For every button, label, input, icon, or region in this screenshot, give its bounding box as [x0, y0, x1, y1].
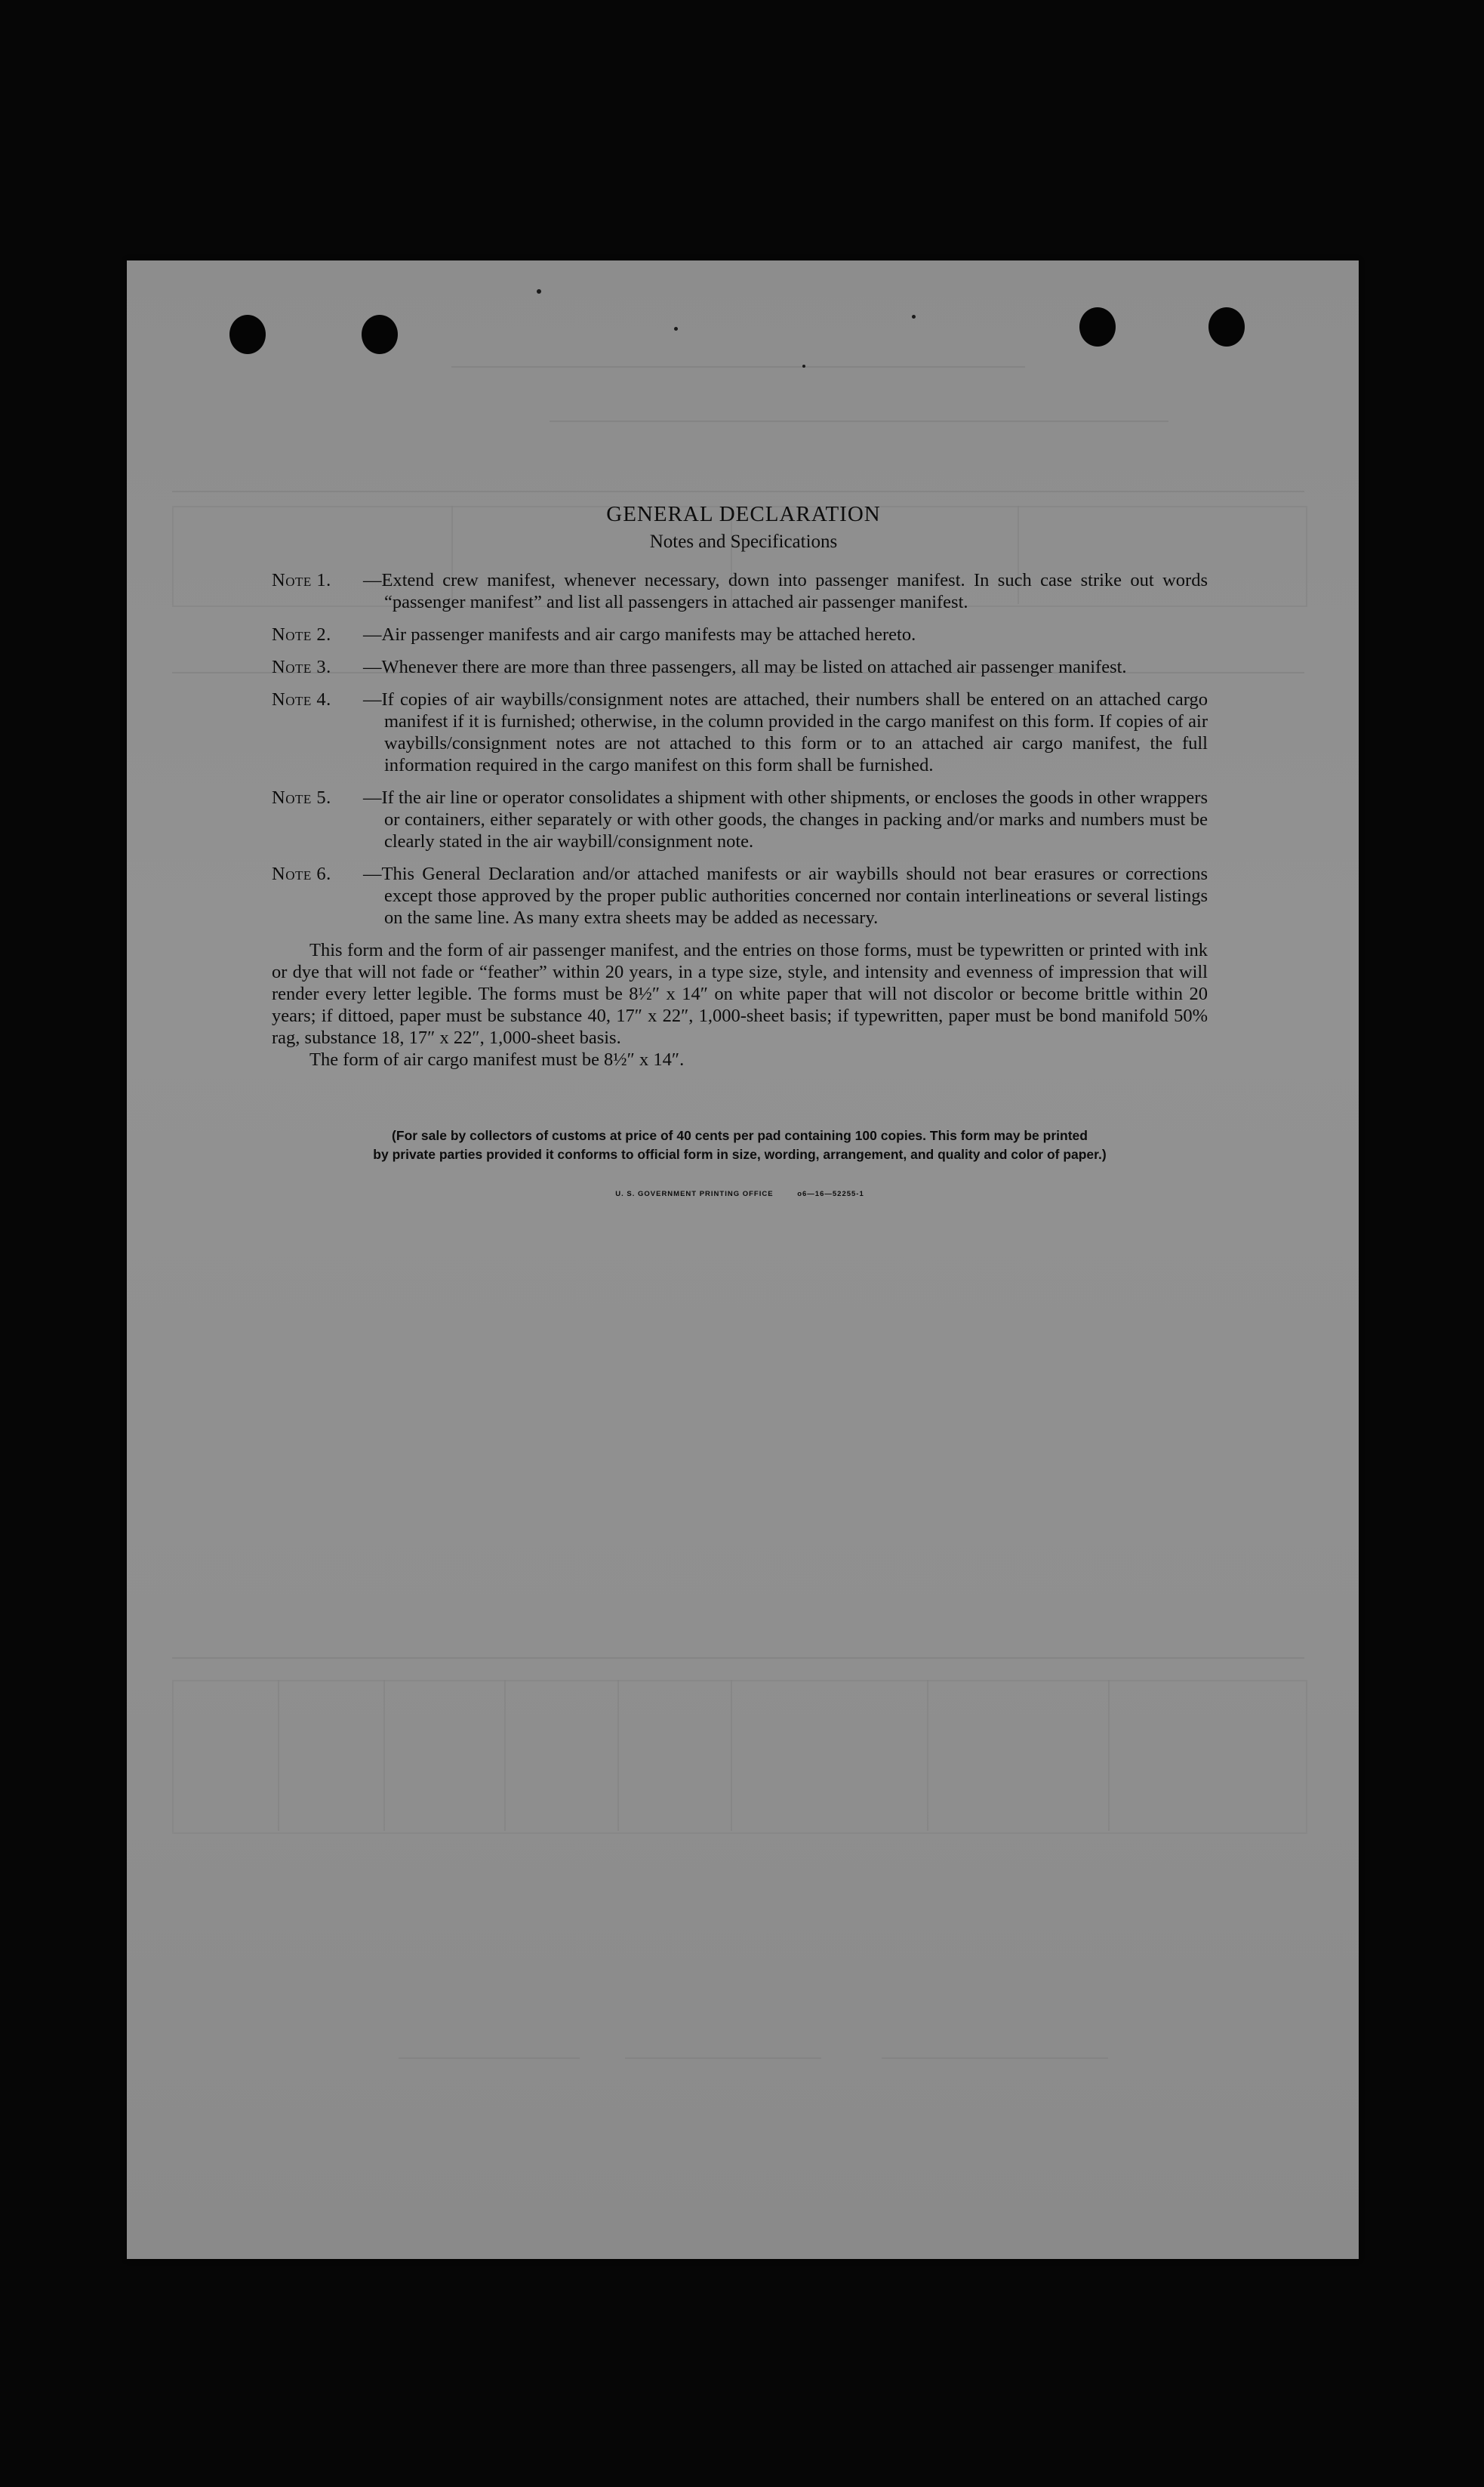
bleed-through-rule: [550, 421, 1168, 422]
bleed-through-column: [1108, 1680, 1110, 1831]
note-label: Note 1.: [272, 570, 331, 590]
sale-notice: [272, 1126, 1208, 1164]
note-1: [272, 569, 1208, 613]
note-5: [272, 787, 1208, 852]
declaration-title: GENERAL DECLARATION: [606, 502, 881, 526]
punch-hole-right-2: [1208, 307, 1245, 347]
punch-hole-left-2: [362, 315, 398, 354]
note-label: Note 3.: [272, 657, 331, 677]
note-4: [272, 689, 1208, 776]
bleed-through-rule: [399, 2057, 580, 2059]
printing-office-code: o6—16—52255-1: [797, 1190, 864, 1198]
ink-speck: [802, 365, 805, 368]
sale-notice-line-1: (For sale by collectors of customs at price of 40 cents per pad containing 100 copies. This form may be printed: [392, 1128, 1088, 1143]
ink-speck: [537, 289, 541, 294]
note-text: —If copies of air waybills/consignment notes are attached, their numbers shall be entered on an attached cargo manifest if it is furnished; otherwise, in the column provided in the cargo manifest on this form. If copies of air waybills/consignment notes are not attached to this form or to an attached air cargo manifest, the full information required in the cargo manifest on this form shall be furnished.: [363, 689, 1208, 775]
paper-specification-paragraph: [272, 939, 1208, 1049]
note-text: —If the air line or operator consolidates a shipment with other shipments, or encloses the goods in other wrappers or containers, either separately or with other goods, the changes in packing and/or marks and numbers must be clearly stated in the air waybill/consignment note.: [363, 787, 1208, 852]
notes-list: [143, 569, 1208, 1198]
note-text: —Air passenger manifests and air cargo manifests may be attached hereto.: [363, 624, 916, 645]
sale-notice-line-2: by private parties provided it conforms to official form in size, wording, arrangement, and quality and color of paper.): [373, 1147, 1107, 1162]
printing-office-imprint: [272, 1190, 1208, 1198]
bleed-through-column: [617, 1680, 619, 1831]
bleed-through-rule: [625, 2057, 821, 2059]
note-2: [272, 624, 1208, 646]
bleed-through-rule: [172, 491, 1304, 492]
note-3: [272, 656, 1208, 678]
note-text: —Whenever there are more than three passengers, all may be listed on attached air passenger manifest.: [363, 657, 1127, 677]
note-text: —This General Declaration and/or attached manifests or air waybills should not bear erasures or corrections except those approved by the proper public authorities concerned nor contain interlineations or several listings on the same line. As many extra sheets may be added as necessary.: [363, 864, 1208, 928]
punch-hole-right-1: [1079, 307, 1116, 347]
declaration-subtitle: Notes and Specifications: [649, 532, 838, 552]
notes-and-specifications: [143, 502, 1208, 1198]
bleed-through-rule: [882, 2057, 1108, 2059]
bleed-through-column: [504, 1680, 506, 1831]
ink-speck: [674, 327, 678, 331]
note-label: Note 4.: [272, 689, 331, 710]
paper-specification-text: This form and the form of air passenger manifest, and the entries on those forms, must be typewritten or printed with ink or dye that will not fade or “feather” within 20 years, in a type size, style, and intensity and evenness of impression that will render every letter legible. The forms must be 8½″ x 14″ on white paper that will not discolor or become brittle within 20 years; if dittoed, paper must be substance 40, 17″ x 22″, 1,000-sheet basis; if typewritten, paper must be bond manifold 50% rag, substance 18, 17″ x 22″, 1,000-sheet basis.: [272, 940, 1208, 1048]
ink-speck: [912, 315, 916, 319]
note-text: —Extend crew manifest, whenever necessary, down into passenger manifest. In such case strike out words “passenger manifest” and list all passengers in attached air passenger manifest.: [363, 570, 1208, 612]
bleed-through-rule: [172, 1657, 1304, 1659]
note-6: [272, 863, 1208, 929]
note-label: Note 6.: [272, 864, 331, 884]
printing-office-name: U. S. GOVERNMENT PRINTING OFFICE: [615, 1190, 774, 1198]
bleed-through-column: [731, 1680, 732, 1831]
note-label: Note 2.: [272, 624, 331, 645]
cargo-manifest-size-line: The form of air cargo manifest must be 8½″ x 14″.: [309, 1049, 685, 1070]
bleed-through-table: [172, 1680, 1307, 1834]
bleed-through-column: [383, 1680, 385, 1831]
bleed-through-column: [927, 1680, 928, 1831]
bleed-through-rule: [451, 366, 1025, 368]
punch-hole-left-1: [229, 315, 266, 354]
bleed-through-column: [278, 1680, 279, 1831]
note-label: Note 5.: [272, 787, 331, 808]
